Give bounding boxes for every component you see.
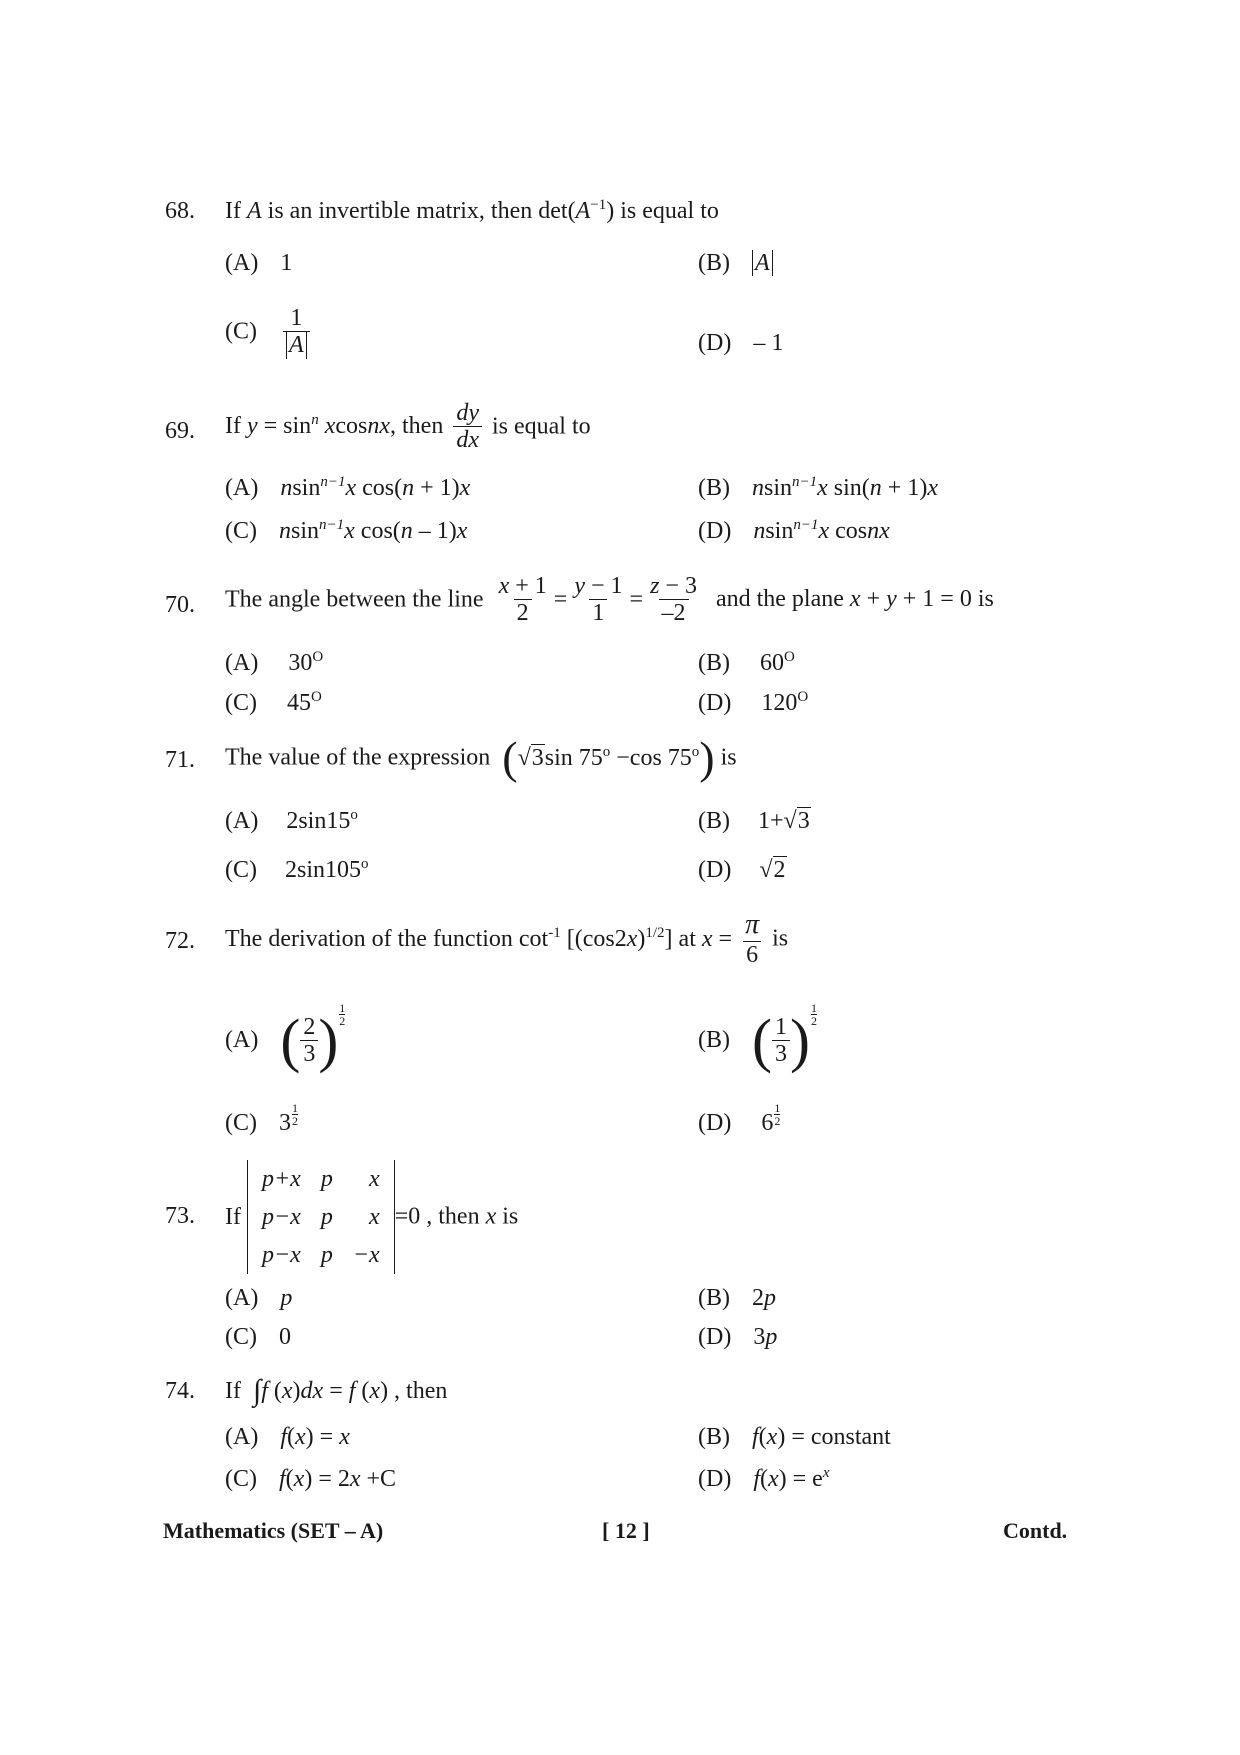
option-a: (A) p [225, 1285, 293, 1311]
determinant-row [252, 1160, 390, 1198]
determinant-row [252, 1236, 390, 1274]
question-stem: If p+x p x p−x p x p−x p −x =0 , then x is [225, 1160, 518, 1274]
determinant-cell: x [369, 1203, 380, 1230]
question-number: 70. [165, 592, 195, 618]
option-b: (B) f(x) = constant [698, 1424, 891, 1450]
footer-contd: Contd. [1003, 1518, 1068, 1543]
option-a: (A) $30^O$ [225, 649, 324, 676]
determinant-cell: p−x [261, 1241, 301, 1268]
question-stem: If A is an invertible matrix, then $\det(A^{-1})$ is equal to [225, 197, 719, 224]
option-b: (B) 2p [698, 1285, 776, 1311]
option-b: (B) ( $\frac{1}{3}$ ) $\frac{1}{2}$ [698, 1001, 817, 1074]
question-number: 74. [165, 1378, 195, 1404]
option-c: (C) 2sin105$^o$ [225, 856, 369, 883]
question-number: 72. [165, 928, 195, 954]
option-d: (D) 6 $\frac{1}{2}$ [698, 1101, 781, 1136]
option-b: (B) $60^O$ [698, 649, 795, 676]
determinant-cell: x [369, 1165, 380, 1192]
determinant-cell: −x [352, 1241, 380, 1268]
determinant [247, 1160, 395, 1274]
question-stem: If ∫f (x)dx = f (x) , then [225, 1374, 448, 1407]
option-b: (B) nsin$^{n-1}$x sin(n + 1)x [698, 474, 938, 501]
option-d: (D) √2 [698, 857, 786, 883]
page-number: [ 12 ] [602, 1518, 650, 1543]
option-c: (C) 3 $\frac{1}{2}$ [225, 1101, 298, 1136]
question-number: 68. [165, 198, 195, 224]
option-d: (D) nsin$^{n-1}$x cosnx [698, 517, 890, 544]
option-a: (A) 2sin15$^o$ [225, 807, 358, 834]
question-number: 71. [165, 747, 195, 773]
determinant-cell: p−x [261, 1203, 301, 1230]
question-number: 73. [165, 1203, 195, 1229]
determinant-cell: p+x [261, 1165, 301, 1192]
question-stem: The value of the expression (√3sin $75^o -\cos$ 75$^o$) is [225, 732, 737, 783]
option-c: (C) $\frac{1}{A}$ [225, 305, 314, 359]
question-number: 69. [165, 418, 195, 444]
option-a: (A) ( $\frac{2}{3}$ ) $\frac{1}{2}$ [225, 1001, 346, 1074]
determinant-cell: p [320, 1203, 333, 1230]
option-a: (A) f(x) = x [225, 1424, 350, 1450]
footer-subject: Mathematics (SET – A) [163, 1518, 384, 1543]
option-c: (C) nsin$^{n-1}$x cos(n – 1)x [225, 517, 468, 544]
option-b: (B) A [698, 250, 773, 277]
determinant-cell: p [320, 1165, 333, 1192]
option-c: (C) 0 [225, 1324, 291, 1350]
question-stem: If $y = \sin^n$ xcosnx, then $\frac{dy}{dx}$ is equal to [225, 400, 591, 454]
option-b: (B) 1+√3 [698, 808, 810, 834]
option-c: (C) $45^O$ [225, 689, 322, 716]
option-d: (D) – 1 [698, 330, 784, 356]
option-d: (D) 3p [698, 1324, 778, 1350]
question-stem: The derivation of the function $\cot^{-1} [(\cos 2x)^{1/2}]$ at x = $\frac{\pi}{6}$ is [225, 909, 789, 968]
option-a: (A) nsin$^{n-1}$x cos(n + 1)x [225, 474, 471, 501]
option-d: (D) $120^O$ [698, 689, 809, 716]
option-d: (D) $f(x) = e^x$ [698, 1465, 830, 1492]
determinant-cell: p [320, 1241, 333, 1268]
question-stem: The angle between the line $\frac{x + 1}{2}$ = $\frac{y - 1}{1}$ = $\frac{z - 3}{-2}$ and the plane x + y + 1 = 0 is [225, 573, 994, 627]
determinant-row [252, 1198, 390, 1236]
option-c: (C) f(x) = 2x +C [225, 1466, 397, 1492]
option-a: (A) 1 [225, 250, 293, 276]
